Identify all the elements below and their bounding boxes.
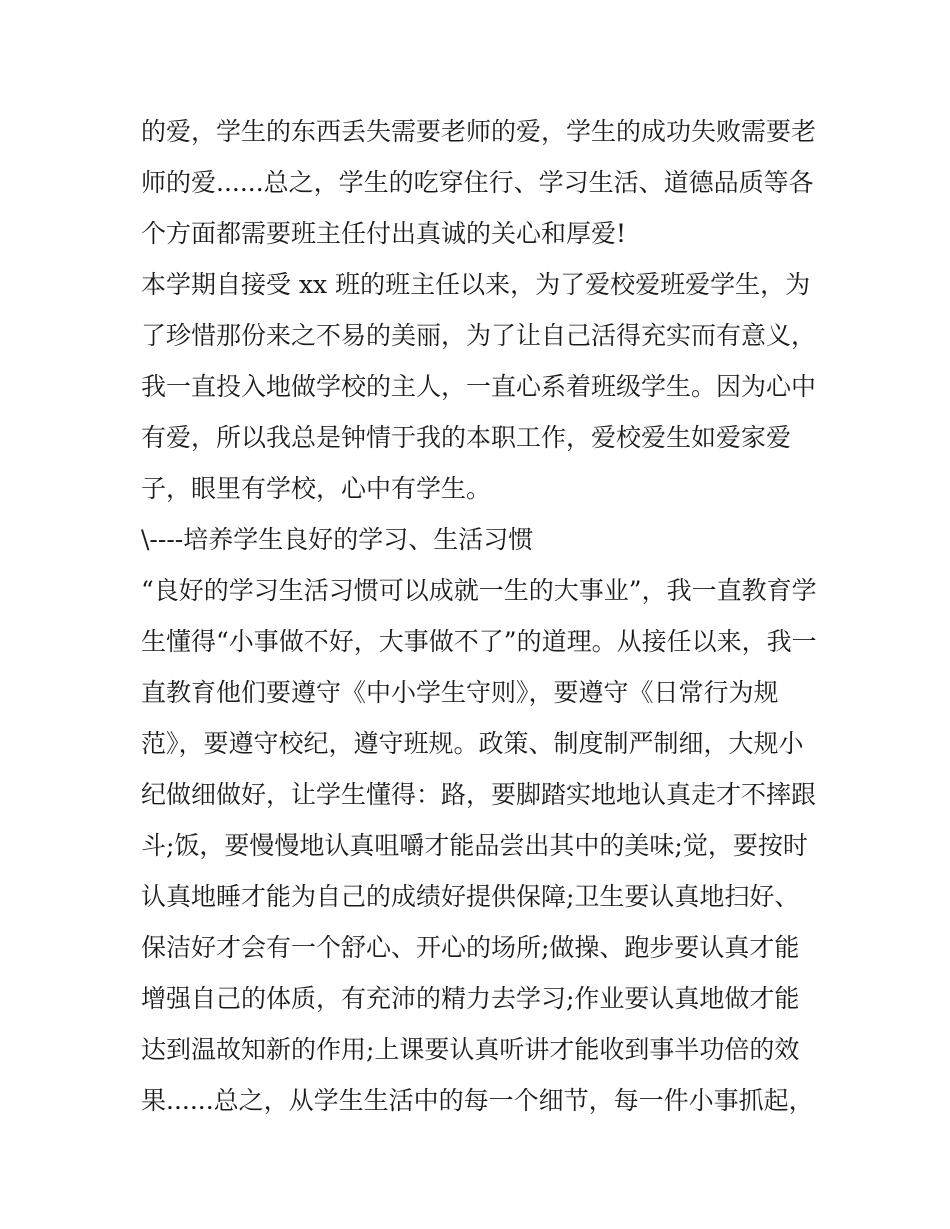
text-line: 直教育他们要遵守《中小学生守则》，要遵守《日常行为规 (141, 678, 779, 707)
text-line: 我一直投入地做学校的主人，一直心系着班级学生。因为心中 (141, 372, 817, 401)
text-line: 果......总之，从学生生活中的每一个细节，每一件小事抓起， (141, 1086, 814, 1115)
text-line: 增强自己的体质，有充沛的精力去学习;作业要认真地做才能 (141, 984, 800, 1013)
text-line: 个方面都需要班主任付出真诚的关心和厚爱! (141, 219, 627, 248)
text-line: 师的爱......总之，学生的吃穿住行、学习生活、道德品质等各 (141, 168, 814, 197)
text-line: 有爱，所以我总是钟情于我的本职工作，爱校爱生如爱家爱 (141, 423, 792, 452)
text-line: 生懂得“小事做不好，大事做不了”的道理。从接任以来，我一 (141, 627, 817, 656)
text-line: 本学期自接受 xx 班的班主任以来，为了爱校爱班爱学生，为 (141, 270, 811, 299)
text-line: 子，眼里有学校，心中有学生。 (141, 474, 492, 503)
text-line: 了珍惜那份来之不易的美丽，为了让自己活得充实而有意义， (141, 321, 817, 350)
text-line: 范》，要遵守校纪，遵守班规。政策、制度制严制细，大规小 (141, 729, 804, 758)
text-line: 保洁好才会有一个舒心、开心的场所;做操、跑步要认真才能 (141, 933, 800, 962)
text-line: “良好的学习生活习惯可以成就一生的大事业”，我一直教育学 (141, 576, 817, 605)
text-line: 的爱，学生的东西丢失需要老师的爱，学生的成功失败需要老 (141, 117, 817, 146)
section-heading: \----培养学生良好的学习、生活习惯 (141, 525, 534, 554)
text-line: 纪做细做好，让学生懂得：路，要脚踏实地地认真走才不摔跟 (141, 780, 817, 809)
text-line: 达到温故知新的作用;上课要认真听讲才能收到事半功倍的效 (141, 1035, 800, 1064)
body-text (141, 106, 817, 1126)
text-line: 斗;饭，要慢慢地认真咀嚼才能品尝出其中的美味;觉，要按时 (141, 831, 808, 860)
text-line: 认真地睡才能为自己的成绩好提供保障;卫生要认真地扫好、 (141, 882, 800, 911)
